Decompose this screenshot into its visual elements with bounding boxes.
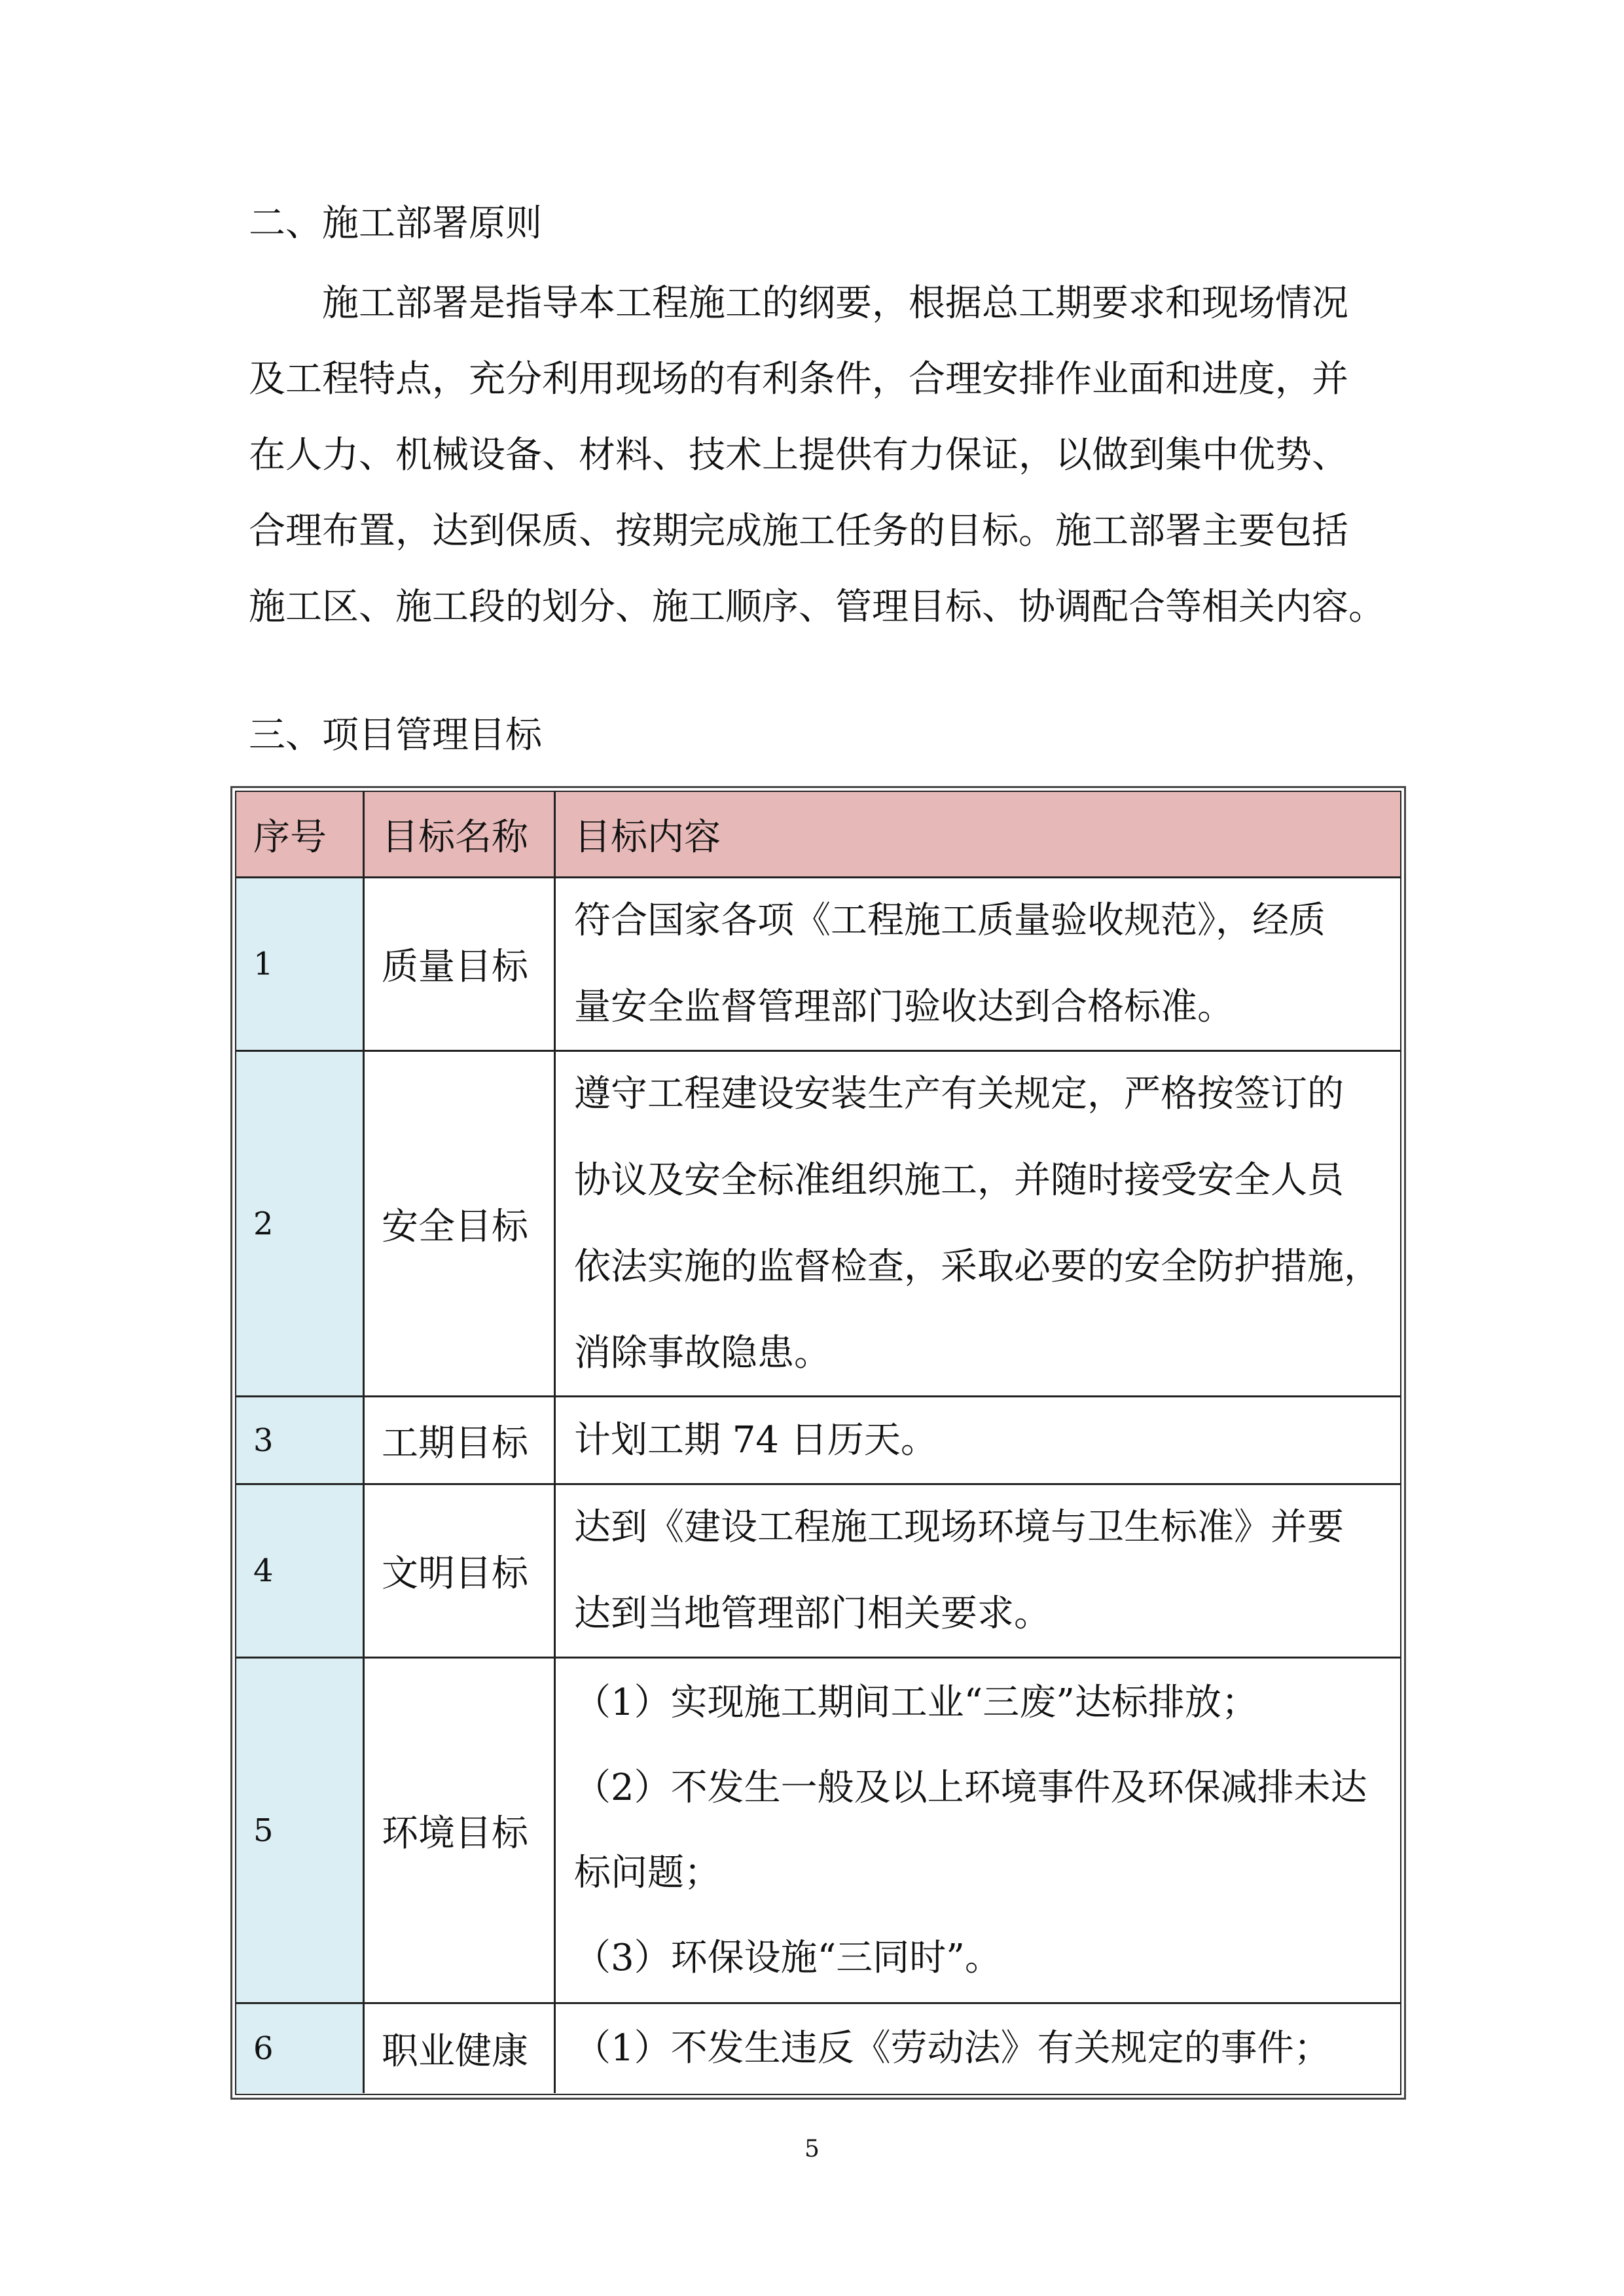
goal-content — [556, 1485, 1400, 1657]
goal-name: 工期目标 — [365, 1397, 556, 1483]
goal-content-line: （3）环保设施“三同时”。 — [574, 1936, 1001, 1979]
table-row — [236, 1397, 1400, 1485]
header-cell-content: 目标内容 — [556, 792, 1400, 876]
section-heading-construction-principles: 二、施工部署原则 — [249, 202, 542, 245]
goal-content — [556, 1659, 1400, 2002]
goal-content-line: （1）实现施工期间工业“三废”达标排放； — [574, 1681, 1258, 1724]
goal-content-line: （1）不发生违反《劳动法》有关规定的事件； — [574, 2027, 1331, 2070]
goal-content-line: 消除事故隐患。 — [574, 1331, 831, 1374]
section-heading-management-goals: 三、项目管理目标 — [249, 714, 542, 757]
row-number: 2 — [236, 1052, 365, 1395]
row-number: 6 — [236, 2004, 365, 2093]
table-row — [236, 1052, 1400, 1397]
paragraph-line: 及工程特点，充分利用现场的有利条件，合理安排作业面和进度，并 — [249, 358, 1348, 401]
row-number: 5 — [236, 1659, 365, 2002]
paragraph-line: 施工区、施工段的划分、施工顺序、管理目标、协调配合等相关内容。 — [249, 586, 1385, 628]
paragraph-line: 施工部署是指导本工程施工的纲要，根据总工期要求和现场情况 — [322, 282, 1348, 325]
row-number: 4 — [236, 1485, 365, 1657]
goal-content — [556, 1397, 1400, 1483]
table-row — [236, 1485, 1400, 1659]
goal-content-line: （2）不发生一般及以上环境事件及环保减排未达 — [574, 1766, 1367, 1809]
table-header-row — [236, 792, 1400, 878]
goal-name: 文明目标 — [365, 1485, 556, 1657]
goal-content — [556, 878, 1400, 1050]
goal-content-line: 达到《建设工程施工现场环境与卫生标准》并要 — [574, 1506, 1344, 1549]
paragraph-line: 在人力、机械设备、材料、技术上提供有力保证，以做到集中优势、 — [249, 434, 1348, 476]
header-cell-name: 目标名称 — [365, 792, 556, 876]
goal-name: 安全目标 — [365, 1052, 556, 1395]
goal-content-line: 标问题； — [574, 1851, 721, 1894]
goal-content — [556, 2004, 1400, 2093]
table-row — [236, 2004, 1400, 2093]
table-row — [236, 878, 1400, 1052]
goal-content-line: 符合国家各项《工程施工质量验收规范》，经质 — [574, 899, 1326, 942]
page-number: 5 — [804, 2136, 820, 2162]
row-number: 3 — [236, 1397, 365, 1483]
row-number: 1 — [236, 878, 365, 1050]
goal-content — [556, 1052, 1400, 1395]
goal-content-line: 遵守工程建设安装生产有关规定，严格按签订的 — [574, 1072, 1344, 1115]
management-goals-table — [230, 786, 1406, 2100]
goal-name: 环境目标 — [365, 1659, 556, 2002]
goal-name: 职业健康 — [365, 2004, 556, 2093]
goal-name: 质量目标 — [365, 878, 556, 1050]
goal-content-line: 计划工期 74 日历天。 — [574, 1418, 937, 1462]
table-row — [236, 1659, 1400, 2004]
goal-content-line: 依法实施的监督检查，采取必要的安全防护措施， — [574, 1245, 1380, 1288]
paragraph-line: 合理布置，达到保质、按期完成施工任务的目标。施工部署主要包括 — [249, 510, 1348, 552]
header-cell-no: 序号 — [236, 792, 365, 876]
goal-content-line: 量安全监督管理部门验收达到合格标准。 — [574, 986, 1234, 1028]
construction-principles-paragraph — [249, 266, 1388, 645]
goal-content-line: 协议及安全标准组织施工，并随时接受安全人员 — [574, 1158, 1344, 1202]
goal-content-line: 达到当地管理部门相关要求。 — [574, 1592, 1051, 1635]
